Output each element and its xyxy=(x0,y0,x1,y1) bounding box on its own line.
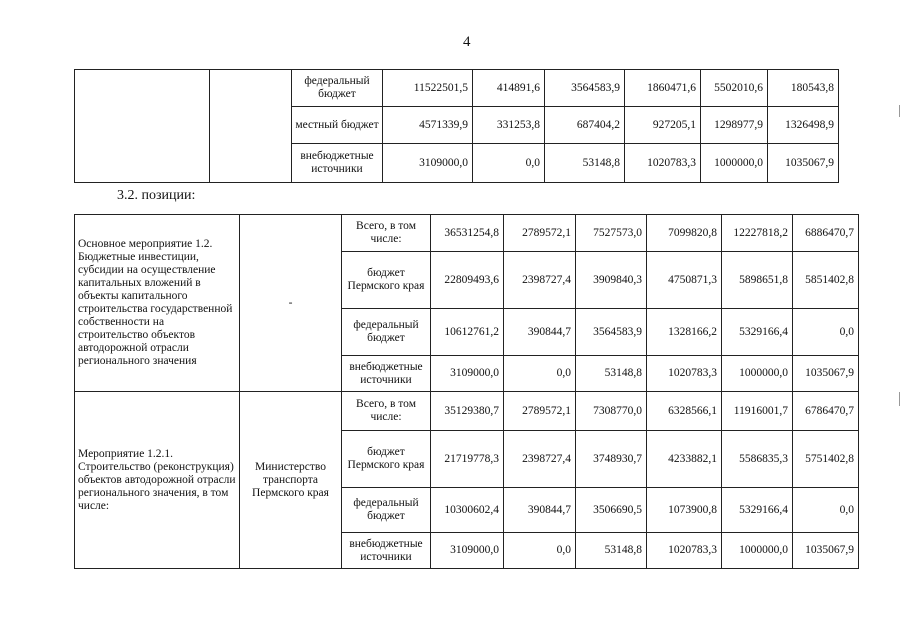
value-cell: 11916001,7 xyxy=(722,392,793,431)
value-cell: 1020783,3 xyxy=(625,144,701,183)
funding-source-cell: бюджет Пермского края xyxy=(342,431,431,488)
funding-source-cell: федеральный бюджет xyxy=(342,309,431,356)
value-cell: 22809493,6 xyxy=(431,252,504,309)
value-cell: 180543,8 xyxy=(768,70,839,107)
value-cell: 5586835,3 xyxy=(722,431,793,488)
value-cell: 1328166,2 xyxy=(647,309,722,356)
value-cell: 6786470,7 xyxy=(793,392,859,431)
value-cell: 3506690,5 xyxy=(576,488,647,533)
value-cell: 1035067,9 xyxy=(793,533,859,569)
value-cell: 2398727,4 xyxy=(504,431,576,488)
budget-table-positions xyxy=(74,214,859,569)
value-cell: 3748930,7 xyxy=(576,431,647,488)
activity-description-cell: Мероприятие 1.2.1. Строительство (реконструкция) объектов автодорожной отрасли регионального значения, в том числе: xyxy=(75,392,240,569)
funding-source-cell: внебюджетные источники xyxy=(342,356,431,392)
table-row xyxy=(75,215,859,252)
funding-source-cell: федеральный бюджет xyxy=(292,70,383,107)
value-cell: 4233882,1 xyxy=(647,431,722,488)
value-cell: 1020783,3 xyxy=(647,356,722,392)
value-cell: 927205,1 xyxy=(625,107,701,144)
value-cell: 5329166,4 xyxy=(722,309,793,356)
responsible-executor-cell: - xyxy=(240,215,342,392)
section-heading: 3.2. позиции: xyxy=(117,188,196,203)
value-cell: 2398727,4 xyxy=(504,252,576,309)
value-cell: 3109000,0 xyxy=(431,356,504,392)
top-table-body xyxy=(75,70,839,183)
value-cell: 1326498,9 xyxy=(768,107,839,144)
value-cell: 0,0 xyxy=(473,144,545,183)
value-cell: 1073900,8 xyxy=(647,488,722,533)
scan-mark xyxy=(899,105,900,117)
value-cell: 1000000,0 xyxy=(701,144,768,183)
value-cell: 6886470,7 xyxy=(793,215,859,252)
funding-source-cell: Всего, в том числе: xyxy=(342,215,431,252)
value-cell: 0,0 xyxy=(504,356,576,392)
value-cell: 1298977,9 xyxy=(701,107,768,144)
value-cell: 53148,8 xyxy=(576,533,647,569)
value-cell: 5751402,8 xyxy=(793,431,859,488)
activity-description-cell: Основное мероприятие 1.2. Бюджетные инвестиции, субсидии на осуществление капитальных вложений в объекты капитального строительства государственной собственности на строительство объектов автодорожной отрасли регионального значения xyxy=(75,215,240,392)
value-cell: 36531254,8 xyxy=(431,215,504,252)
main-table-body xyxy=(75,215,859,569)
funding-source-cell: местный бюджет xyxy=(292,107,383,144)
value-cell: 331253,8 xyxy=(473,107,545,144)
value-cell: 5898651,8 xyxy=(722,252,793,309)
value-cell: 1035067,9 xyxy=(768,144,839,183)
value-cell: 7099820,8 xyxy=(647,215,722,252)
value-cell: 6328566,1 xyxy=(647,392,722,431)
value-cell: 12227818,2 xyxy=(722,215,793,252)
budget-table-continuation xyxy=(74,69,839,183)
value-cell: 53148,8 xyxy=(545,144,625,183)
value-cell: 1000000,0 xyxy=(722,356,793,392)
value-cell: 0,0 xyxy=(793,488,859,533)
value-cell: 1020783,3 xyxy=(647,533,722,569)
value-cell: 7527573,0 xyxy=(576,215,647,252)
value-cell: 10300602,4 xyxy=(431,488,504,533)
value-cell: 7308770,0 xyxy=(576,392,647,431)
value-cell: 5851402,8 xyxy=(793,252,859,309)
value-cell: 5329166,4 xyxy=(722,488,793,533)
value-cell: 3109000,0 xyxy=(431,533,504,569)
scan-mark xyxy=(899,392,900,406)
value-cell: 4750871,3 xyxy=(647,252,722,309)
value-cell: 4571339,9 xyxy=(383,107,473,144)
value-cell: 3564583,9 xyxy=(576,309,647,356)
funding-source-cell: внебюджетные источники xyxy=(342,533,431,569)
value-cell: 5502010,6 xyxy=(701,70,768,107)
value-cell: 3909840,3 xyxy=(576,252,647,309)
value-cell: 0,0 xyxy=(504,533,576,569)
funding-source-cell: федеральный бюджет xyxy=(342,488,431,533)
value-cell: 2789572,1 xyxy=(504,392,576,431)
value-cell: 53148,8 xyxy=(576,356,647,392)
value-cell: 390844,7 xyxy=(504,309,576,356)
value-cell: 390844,7 xyxy=(504,488,576,533)
funding-source-cell: бюджет Пермского края xyxy=(342,252,431,309)
value-cell: 11522501,5 xyxy=(383,70,473,107)
value-cell: 3564583,9 xyxy=(545,70,625,107)
value-cell: 1000000,0 xyxy=(722,533,793,569)
value-cell: 3109000,0 xyxy=(383,144,473,183)
value-cell: 1035067,9 xyxy=(793,356,859,392)
table-row xyxy=(75,392,859,431)
responsible-executor-cell: Министерство транспорта Пермского края xyxy=(240,392,342,569)
value-cell: 414891,6 xyxy=(473,70,545,107)
value-cell: 10612761,2 xyxy=(431,309,504,356)
value-cell: 0,0 xyxy=(793,309,859,356)
funding-source-cell: внебюджетные источники xyxy=(292,144,383,183)
value-cell: 687404,2 xyxy=(545,107,625,144)
table-row xyxy=(75,70,839,107)
page-number: 4 xyxy=(463,34,471,50)
value-cell: 35129380,7 xyxy=(431,392,504,431)
value-cell: 2789572,1 xyxy=(504,215,576,252)
value-cell: 1860471,6 xyxy=(625,70,701,107)
empty-cell xyxy=(210,70,292,183)
value-cell: 21719778,3 xyxy=(431,431,504,488)
funding-source-cell: Всего, в том числе: xyxy=(342,392,431,431)
empty-cell xyxy=(75,70,210,183)
